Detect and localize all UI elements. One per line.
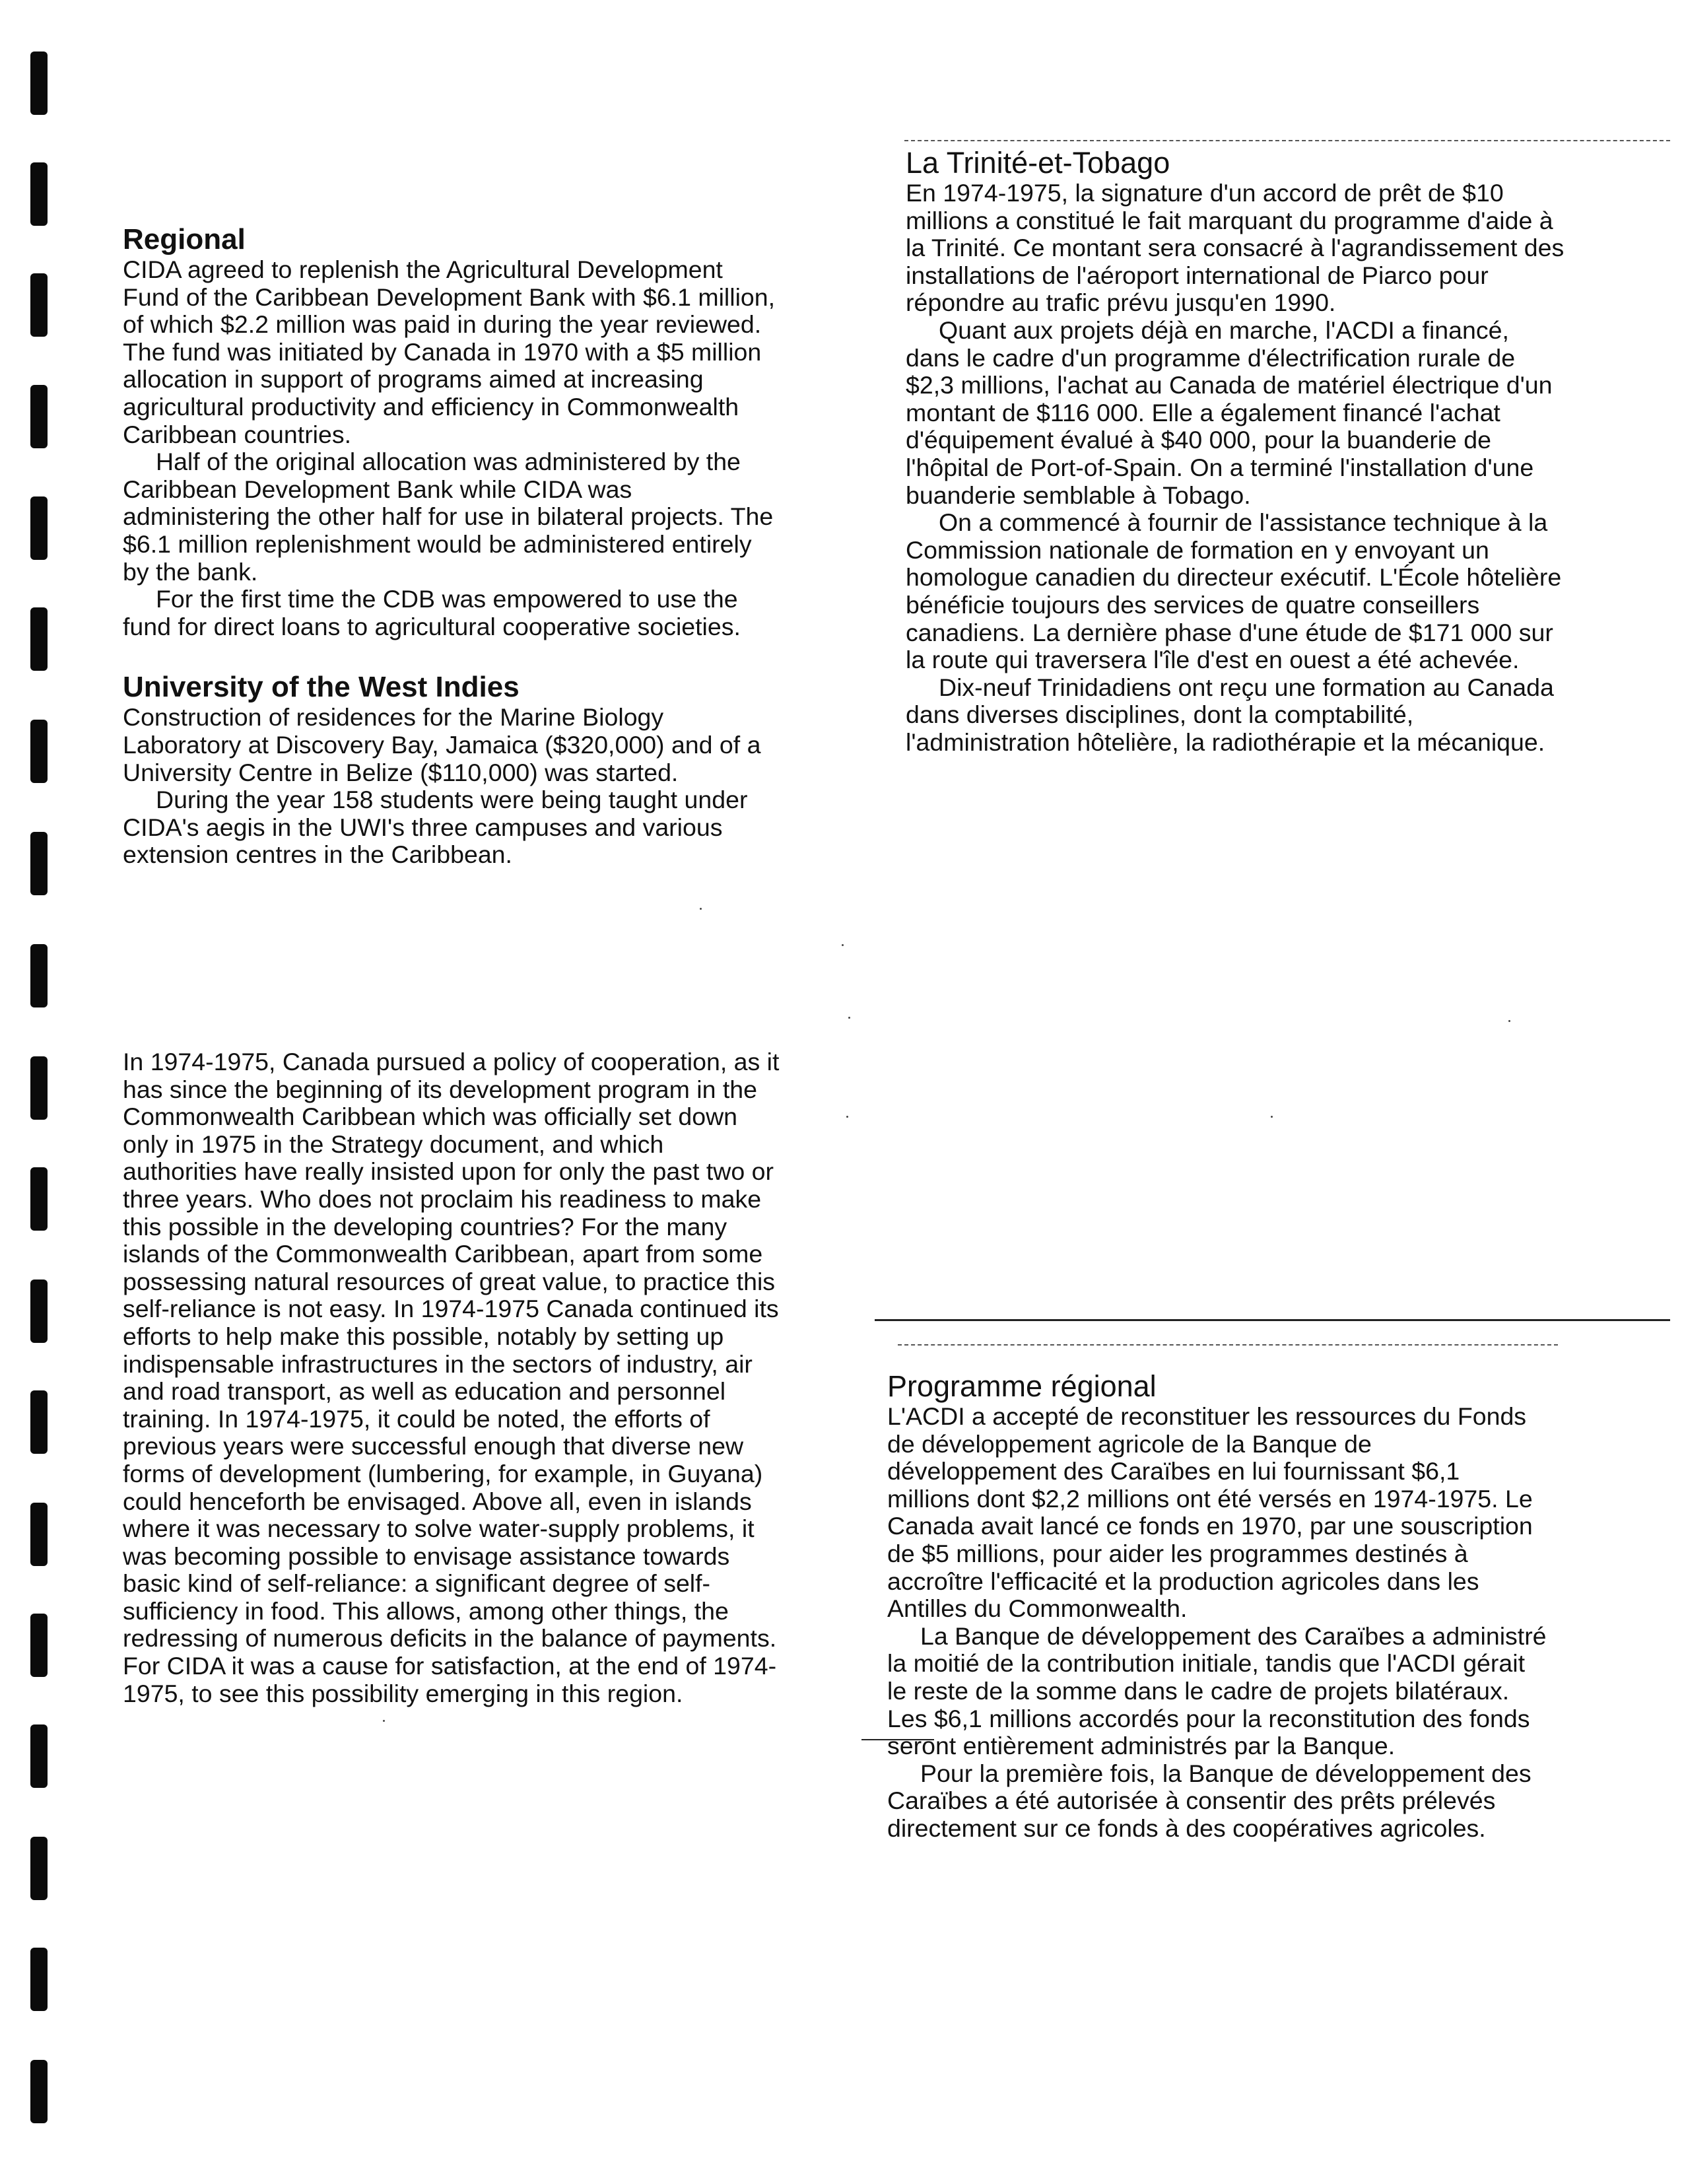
right-column-lower <box>887 1370 1547 1843</box>
paragraph: En 1974-1975, la signature d'un accord de prêt de $10 millions a constitué le fait marquant du programme d'aide à la Trinité. Ce montant sera consacré à l'agrandissement des installations de l'aéroport international de Piarco pour répondre au trafic prévu jusqu'en 1990. <box>906 179 1565 317</box>
scan-speck <box>383 1720 385 1722</box>
binding-hole <box>30 51 48 115</box>
paragraph: During the year 158 students were being taught under CIDA's aegis in the UWI's three campuses and various extension centres in the Caribbean. <box>123 786 748 869</box>
binding-hole <box>30 832 48 895</box>
paragraph: CIDA agreed to replenish the Agricultural Development Fund of the Caribbean Development Bank with $6.1 million, of which $2.2 million was paid in during the year reviewed. The fund was initiated by Canada in 1970 with a $5 million allocation in support of programs aimed at increasing agricultural productivity and efficiency in Commonwealth Caribbean countries. <box>123 256 776 448</box>
binding-hole <box>30 496 48 560</box>
binding-hole <box>30 720 48 783</box>
paragraph: For the first time the CDB was empowered to use the fund for direct loans to agricultural cooperative societies. <box>123 585 741 640</box>
binding-hole <box>30 1837 48 1900</box>
paragraph: Pour la première fois, la Banque de développement des Caraïbes a été autorisée à consentir des prêts prélevés directement sur ce fonds à des coopératives agricoles. <box>887 1759 1532 1842</box>
paragraph: Construction of residences for the Marine Biology Laboratory at Discovery Bay, Jamaica ($320,000) and of a University Centre in Belize ($110,000) was started. <box>123 703 761 786</box>
binding-hole <box>30 1167 48 1231</box>
binding-hole <box>30 1280 48 1343</box>
section-divider <box>875 1319 1670 1321</box>
right-column <box>906 147 1566 756</box>
binding-hole <box>30 944 48 1007</box>
scan-speck <box>842 944 844 946</box>
binding-hole <box>30 1390 48 1454</box>
regional-section <box>123 223 783 640</box>
uwi-section <box>123 671 783 869</box>
conclusion-paragraph: In 1974-1975, Canada pursued a policy of cooperation, as it has since the beginning of its development program in the Commonwealth Caribbean which was officially set down only in 1975 in the Strategy document, and which authorities have really insisted upon for only the past two or three years. Who does not proclaim his readiness to make this possible in the developing countries? For the many islands of the Commonwealth Caribbean, apart from some possessing natural resources of great value, to practice this self-reliance is not easy. In 1974-1975 Canada continued its efforts to help make this possible, notably by setting up indispensable infrastructures in the sectors of industry, air and road transport, as well as education and personnel training. In 1974-1975, it could be noted, the efforts of previous years were successful enough that diverse new forms of development (lumbering, for example, in Guyana) could henceforth be envisaged. Above all, even in islands where it was necessary to solve water-supply problems, it was becoming possible to envisage assistance towards basic kind of self-reliance: a significant degree of self-sufficiency in food. This allows, among other things, the redressing of numerous deficits in the balance of payments. For CIDA it was a cause for satisfaction, at the end of 1974-1975, to see this possibility emerging in this region. <box>123 1048 780 1707</box>
paragraph: On a commencé à fournir de l'assistance technique à la Commission nationale de formation en y envoyant un homologue canadien du directeur exécutif. L'École hôtelière bénéficie toujours des services de quatre conseillers canadiens. La dernière phase d'une étude de $171 000 sur la route qui traversera l'île d'est en ouest a été achevée. <box>906 508 1562 674</box>
paragraph: L'ACDI a accepté de reconstituer les ressources du Fonds de développement agricole de la Banque de développement des Caraïbes en lui fournissant $6,1 millions dont $2,2 millions ont été versés en 1974-1975. Le Canada avait lancé ce fonds en 1970, par une souscription de $5 millions, pour aider les programmes destinés à accroître l'efficacité et la production agricoles dans les Antilles du Commonwealth. <box>887 1402 1533 1623</box>
binding-hole <box>30 162 48 226</box>
section-heading: La Trinité-et-Tobago <box>906 146 1170 180</box>
scan-speck <box>848 1017 850 1019</box>
section-heading: Regional <box>123 223 246 256</box>
trinidad-section <box>906 147 1566 756</box>
top-rule <box>904 140 1670 141</box>
scan-speck <box>1508 1020 1510 1022</box>
binding-hole <box>30 273 48 337</box>
scan-speck <box>1271 1116 1273 1118</box>
section-divider-dashed <box>898 1344 1558 1346</box>
programme-regional-section <box>887 1370 1547 1843</box>
binding-hole <box>30 385 48 448</box>
binding-hole <box>30 2060 48 2123</box>
binding-hole <box>30 1056 48 1120</box>
left-column-conclusion <box>123 1048 783 1707</box>
section-heading: Programme régional <box>887 1369 1157 1403</box>
section-heading: University of the West Indies <box>123 671 520 704</box>
paragraph: Half of the original allocation was administered by the Caribbean Development Bank while CIDA was administering the other half for use in bilateral projects. The $6.1 million replenishment would be administered entirely by the bank. <box>123 448 774 586</box>
paragraph: Quant aux projets déjà en marche, l'ACDI a financé, dans le cadre d'un programme d'électrification rurale de $2,3 millions, l'achat au Canada de matériel électrique d'un montant de $116 000. Elle a également financé l'achat d'équipement évalué à $40 000, pour la buanderie de l'hôpital de Port-of-Spain. On a terminé l'installation d'une buanderie semblable à Tobago. <box>906 316 1553 509</box>
binding-hole <box>30 1614 48 1677</box>
paragraph: Dix-neuf Trinidadiens ont reçu une formation au Canada dans diverses disciplines, dont la comptabilité, l'administration hôtelière, la radiothérapie et la mécanique. <box>906 673 1554 756</box>
binding-hole <box>30 1503 48 1566</box>
binding-hole <box>30 1948 48 2011</box>
binding-hole <box>30 1724 48 1788</box>
left-column <box>123 223 783 869</box>
paragraph: La Banque de développement des Caraïbes a administré la moitié de la contribution initiale, tandis que l'ACDI gérait le reste de la somme dans le cadre de projets bilatéraux. Les $6,1 millions accordés pour la reconstitution des fonds seront entièrement administrés par la Banque. <box>887 1621 1547 1760</box>
scan-speck <box>700 908 702 910</box>
scan-speck <box>846 1116 848 1118</box>
binding-hole <box>30 607 48 671</box>
